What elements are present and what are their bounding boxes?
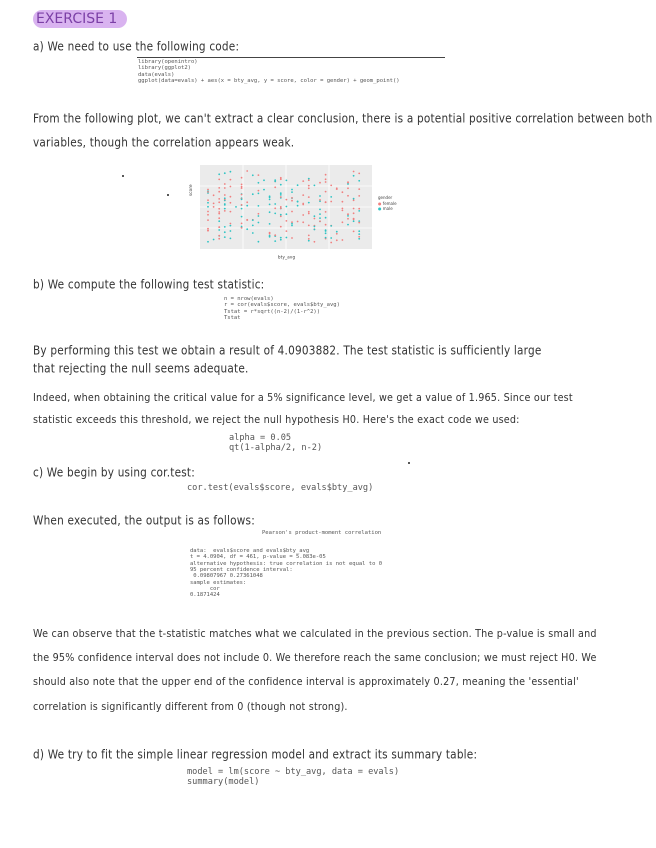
scatter-point — [314, 226, 316, 228]
scatter-point — [207, 211, 209, 213]
scatter-point — [308, 187, 310, 189]
scatter-point — [241, 226, 243, 228]
scatter-point — [258, 222, 260, 224]
scatter-point — [336, 231, 338, 233]
scatter-point — [319, 220, 321, 222]
figure-y-label: score — [188, 184, 193, 196]
scatter-point — [286, 230, 288, 232]
scatter-point — [258, 213, 260, 215]
scatter-point — [207, 214, 209, 216]
part-c-paragraph-1: When executed, the output is as follows: — [33, 514, 255, 528]
scatter-point — [269, 235, 271, 237]
scatter-point — [308, 213, 310, 215]
scatter-point — [347, 224, 349, 226]
scatter-point — [308, 178, 310, 180]
scatter-point — [258, 182, 260, 184]
scatter-point — [258, 205, 260, 207]
scatter-point — [218, 213, 220, 215]
scatter-point — [224, 236, 226, 238]
scatter-point — [274, 186, 276, 188]
scatter-point — [319, 199, 321, 201]
scatter-point — [269, 199, 271, 201]
part-b-paragraph-1: By performing this test we obtain a result of 4.0903882. The test statistic is sufficiently large — [33, 344, 542, 358]
scatter-point — [230, 223, 232, 225]
part-b-paragraph-4: statistic exceeds this threshold, we reject the null hypothesis H0. Here's the exact code we used: — [33, 414, 520, 427]
stray-mark — [408, 462, 410, 464]
scatter-point — [280, 208, 282, 210]
scatter-point — [286, 199, 288, 201]
scatter-point — [347, 183, 349, 185]
scatter-point — [241, 184, 243, 186]
scatter-point — [308, 238, 310, 240]
scatter-point — [241, 177, 243, 179]
scatter-point — [342, 210, 344, 212]
scatter-point — [358, 233, 360, 235]
scatter-point — [314, 218, 316, 220]
scatter-point — [319, 195, 321, 197]
scatter-point — [224, 226, 226, 228]
scatter-plot — [200, 165, 372, 249]
scatter-point — [280, 215, 282, 217]
part-b-paragraph-2: that rejecting the null seems adequate. — [33, 362, 249, 376]
scatter-point — [291, 223, 293, 225]
scatter-point — [224, 187, 226, 189]
scatter-point — [246, 205, 248, 207]
scatter-point — [358, 188, 360, 190]
scatter-point — [224, 231, 226, 233]
part-a-paragraph-1: From the following plot, we can't extract a clear conclusion, there is a potential positive correlation between both — [33, 112, 653, 126]
scatter-point — [252, 232, 254, 234]
scatter-point — [342, 221, 344, 223]
scatter-point — [280, 194, 282, 196]
scatter-point — [358, 236, 360, 238]
scatter-point — [246, 170, 248, 172]
scatter-point — [207, 241, 209, 243]
scatter-point — [336, 239, 338, 241]
scatter-point — [280, 184, 282, 186]
scatter-point — [358, 238, 360, 240]
scatter-point — [330, 225, 332, 227]
scatter-point — [252, 219, 254, 221]
scatter-point — [302, 194, 304, 196]
stray-mark — [122, 175, 124, 177]
part-b-paragraph-3: Indeed, when obtaining the critical value for a 5% significance level, we get a value of 1.965. Since our test — [33, 392, 573, 405]
scatter-point — [280, 214, 282, 216]
scatter-point — [252, 193, 254, 195]
scatter-point — [218, 235, 220, 237]
scatter-point — [218, 220, 220, 222]
scatter-point — [347, 181, 349, 183]
legend-item-female: ● female — [378, 200, 397, 206]
scatter-point — [258, 193, 260, 195]
scatter-point — [308, 211, 310, 213]
scatter-point — [325, 217, 327, 219]
scatter-point — [218, 191, 220, 193]
scatter-point — [291, 191, 293, 193]
scatter-point — [263, 179, 265, 181]
scatter-point — [230, 179, 232, 181]
scatter-point — [319, 213, 321, 215]
scatter-point — [224, 203, 226, 205]
scatter-point — [218, 238, 220, 240]
scatter-point — [286, 180, 288, 182]
scatter-point — [224, 194, 226, 196]
scatter-point — [330, 242, 332, 244]
part-d-heading: d) We try to fit the simple linear regression model and extract its summary table: — [33, 748, 478, 762]
scatter-point — [302, 203, 304, 205]
scatter-point — [218, 208, 220, 210]
scatter-point — [353, 199, 355, 201]
code-rule — [137, 57, 445, 58]
scatter-point — [274, 203, 276, 205]
scatter-point — [258, 241, 260, 243]
part-a-paragraph-2: variables, though the correlation appears weak. — [33, 136, 295, 150]
scatter-point — [358, 180, 360, 182]
scatter-point — [274, 240, 276, 242]
scatter-point — [302, 214, 304, 216]
scatter-point — [218, 226, 220, 228]
scatter-point — [286, 220, 288, 222]
scatter-point — [230, 238, 232, 240]
scatter-point — [308, 225, 310, 227]
scatter-point — [291, 189, 293, 191]
scatter-point — [213, 206, 215, 208]
scatter-point — [274, 179, 276, 181]
scatter-point — [308, 179, 310, 181]
scatter-point — [269, 204, 271, 206]
scatter-point — [291, 211, 293, 213]
scatter-point — [269, 211, 271, 213]
part-c-paragraph-5: correlation is significantly different from 0 (though not strong). — [33, 701, 348, 714]
scatter-point — [330, 185, 332, 187]
scatter-point — [241, 204, 243, 206]
scatter-point — [353, 220, 355, 222]
scatter-point — [218, 187, 220, 189]
scatter-point — [207, 199, 209, 201]
figure-legend — [378, 195, 397, 212]
scatter-point — [280, 192, 282, 194]
scatter-point — [347, 215, 349, 217]
scatter-point — [286, 237, 288, 239]
scatter-point — [325, 232, 327, 234]
scatter-point — [325, 237, 327, 239]
scatter-point — [353, 171, 355, 173]
scatter-point — [319, 209, 321, 211]
scatter-point — [213, 239, 215, 241]
part-c-code: cor.test(evals$score, evals$bty_avg) — [187, 483, 374, 493]
cor-test-output: data: evals$score and evals$bty_avg t = 4.0904, df = 461, p-value = 5.083e-05 alternative hypothesis: true correlation is not equal to 0 95 percent confidence interval: 0.09807967 0.27361048 sample estimates: cor 0.1871424 — [190, 548, 383, 599]
scatter-point — [241, 216, 243, 218]
scatter-point — [224, 183, 226, 185]
scatter-point — [325, 224, 327, 226]
exercise-title: EXERCISE 1 — [33, 10, 127, 28]
scatter-point — [325, 191, 327, 193]
scatter-point — [358, 173, 360, 175]
scatter-point — [353, 198, 355, 200]
scatter-point — [302, 180, 304, 182]
part-a-heading: a) We need to use the following code: — [33, 40, 240, 54]
scatter-point — [241, 198, 243, 200]
scatter-point — [280, 239, 282, 241]
scatter-point — [230, 225, 232, 227]
scatter-point — [325, 181, 327, 183]
output-title: Pearson's product-moment correlation — [262, 530, 382, 536]
scatter-point — [246, 219, 248, 221]
scatter-point — [353, 218, 355, 220]
scatter-point — [274, 213, 276, 215]
scatter-point — [347, 187, 349, 189]
scatter-point — [330, 237, 332, 239]
scatter-point — [269, 223, 271, 225]
scatter-point — [241, 223, 243, 225]
scatter-point — [230, 171, 232, 173]
scatter-point — [342, 191, 344, 193]
scatter-point — [280, 226, 282, 228]
scatter-point — [224, 210, 226, 212]
scatter-point — [342, 239, 344, 241]
part-c-heading: c) We begin by using cor.test: — [33, 466, 195, 480]
scatter-point — [353, 231, 355, 233]
scatter-plot-figure — [200, 165, 372, 249]
stray-mark — [167, 194, 169, 196]
scatter-point — [330, 196, 332, 198]
scatter-point — [280, 237, 282, 239]
scatter-point — [269, 195, 271, 197]
scatter-point — [347, 218, 349, 220]
scatter-point — [297, 205, 299, 207]
scatter-point — [330, 201, 332, 203]
scatter-point — [314, 185, 316, 187]
scatter-point — [314, 229, 316, 231]
part-d-code: model = lm(score ~ bty_avg, data = evals) summary(model) — [187, 767, 400, 787]
scatter-point — [218, 173, 220, 175]
scatter-point — [353, 175, 355, 177]
scatter-point — [280, 178, 282, 180]
scatter-point — [358, 222, 360, 224]
scatter-point — [252, 174, 254, 176]
scatter-point — [213, 194, 215, 196]
scatter-point — [230, 230, 232, 232]
scatter-point — [308, 185, 310, 187]
scatter-point — [308, 235, 310, 237]
scatter-point — [258, 215, 260, 217]
scatter-point — [342, 208, 344, 210]
scatter-point — [224, 197, 226, 199]
part-b-critical-value-code: alpha = 0.05 qt(1-alpha/2, n-2) — [229, 433, 323, 453]
legend-title: gender — [378, 195, 393, 200]
scatter-point — [286, 213, 288, 215]
scatter-point — [314, 241, 316, 243]
scatter-point — [218, 198, 220, 200]
scatter-point — [353, 212, 355, 214]
scatter-point — [207, 228, 209, 230]
part-c-paragraph-4: should also note that the upper end of the confidence interval is approximately 0.27, meaning the 'essential' — [33, 676, 579, 689]
scatter-point — [325, 178, 327, 180]
scatter-point — [207, 206, 209, 208]
scatter-point — [241, 208, 243, 210]
scatter-point — [274, 207, 276, 209]
scatter-point — [230, 211, 232, 213]
scatter-point — [218, 217, 220, 219]
scatter-point — [218, 179, 220, 181]
scatter-point — [358, 210, 360, 212]
scatter-point — [308, 202, 310, 204]
scatter-point — [280, 196, 282, 198]
scatter-point — [235, 206, 237, 208]
part-a-code: library(openintro) library(ggplot2) data(evals) ggplot(data=evals) + aes(x = bty_avg, y = score, color = gender) + geom_point() — [138, 59, 400, 84]
scatter-point — [207, 219, 209, 221]
figure-x-label: bty_avg — [278, 254, 296, 260]
scatter-point — [297, 221, 299, 223]
scatter-point — [246, 228, 248, 230]
scatter-point — [269, 232, 271, 234]
scatter-point — [314, 215, 316, 217]
scatter-point — [308, 196, 310, 198]
legend-item-male: ● male — [378, 206, 393, 212]
part-c-paragraph-3: the 95% confidence interval does not include 0. We therefore reach the same conclusion; we must reject H0. We — [33, 652, 597, 665]
scatter-point — [325, 201, 327, 203]
scatter-point — [263, 189, 265, 191]
scatter-point — [336, 233, 338, 235]
scatter-point — [274, 234, 276, 236]
part-b-heading: b) We compute the following test statistic: — [33, 278, 265, 292]
scatter-point — [252, 225, 254, 227]
scatter-point — [230, 196, 232, 198]
scatter-point — [224, 208, 226, 210]
part-c-paragraph-2: We can observe that the t-statistic matches what we calculated in the previous section. The p-value is small and — [33, 628, 597, 641]
scatter-point — [207, 189, 209, 191]
scatter-point — [246, 201, 248, 203]
scatter-point — [319, 182, 321, 184]
scatter-point — [241, 186, 243, 188]
scatter-point — [353, 208, 355, 210]
scatter-point — [207, 202, 209, 204]
scatter-point — [319, 217, 321, 219]
scatter-point — [230, 202, 232, 204]
scatter-point — [347, 195, 349, 197]
scatter-point — [241, 194, 243, 196]
scatter-point — [218, 229, 220, 231]
scatter-point — [358, 195, 360, 197]
scatter-point — [297, 184, 299, 186]
scatter-point — [302, 221, 304, 223]
scatter-point — [218, 211, 220, 213]
scatter-point — [218, 201, 220, 203]
part-b-code: n = nrow(evals) r = cor(evals$score, evals$bty_avg) Tstat = r*sqrt((n-2)/(1-r^2)) Tstat — [224, 296, 340, 321]
scatter-point — [358, 208, 360, 210]
scatter-point — [258, 190, 260, 192]
scatter-point — [342, 201, 344, 203]
scatter-point — [291, 237, 293, 239]
scatter-point — [207, 230, 209, 232]
scatter-point — [297, 201, 299, 203]
scatter-point — [207, 191, 209, 193]
scatter-point — [258, 174, 260, 176]
scatter-point — [291, 197, 293, 199]
scatter-point — [291, 200, 293, 202]
scatter-point — [325, 230, 327, 232]
scatter-point — [358, 230, 360, 232]
scatter-point — [286, 206, 288, 208]
scatter-point — [230, 186, 232, 188]
scatter-point — [291, 225, 293, 227]
scatter-point — [336, 188, 338, 190]
scatter-point — [224, 172, 226, 174]
scatter-point — [325, 174, 327, 176]
scatter-point — [325, 211, 327, 213]
scatter-point — [213, 203, 215, 205]
scatter-point — [308, 240, 310, 242]
